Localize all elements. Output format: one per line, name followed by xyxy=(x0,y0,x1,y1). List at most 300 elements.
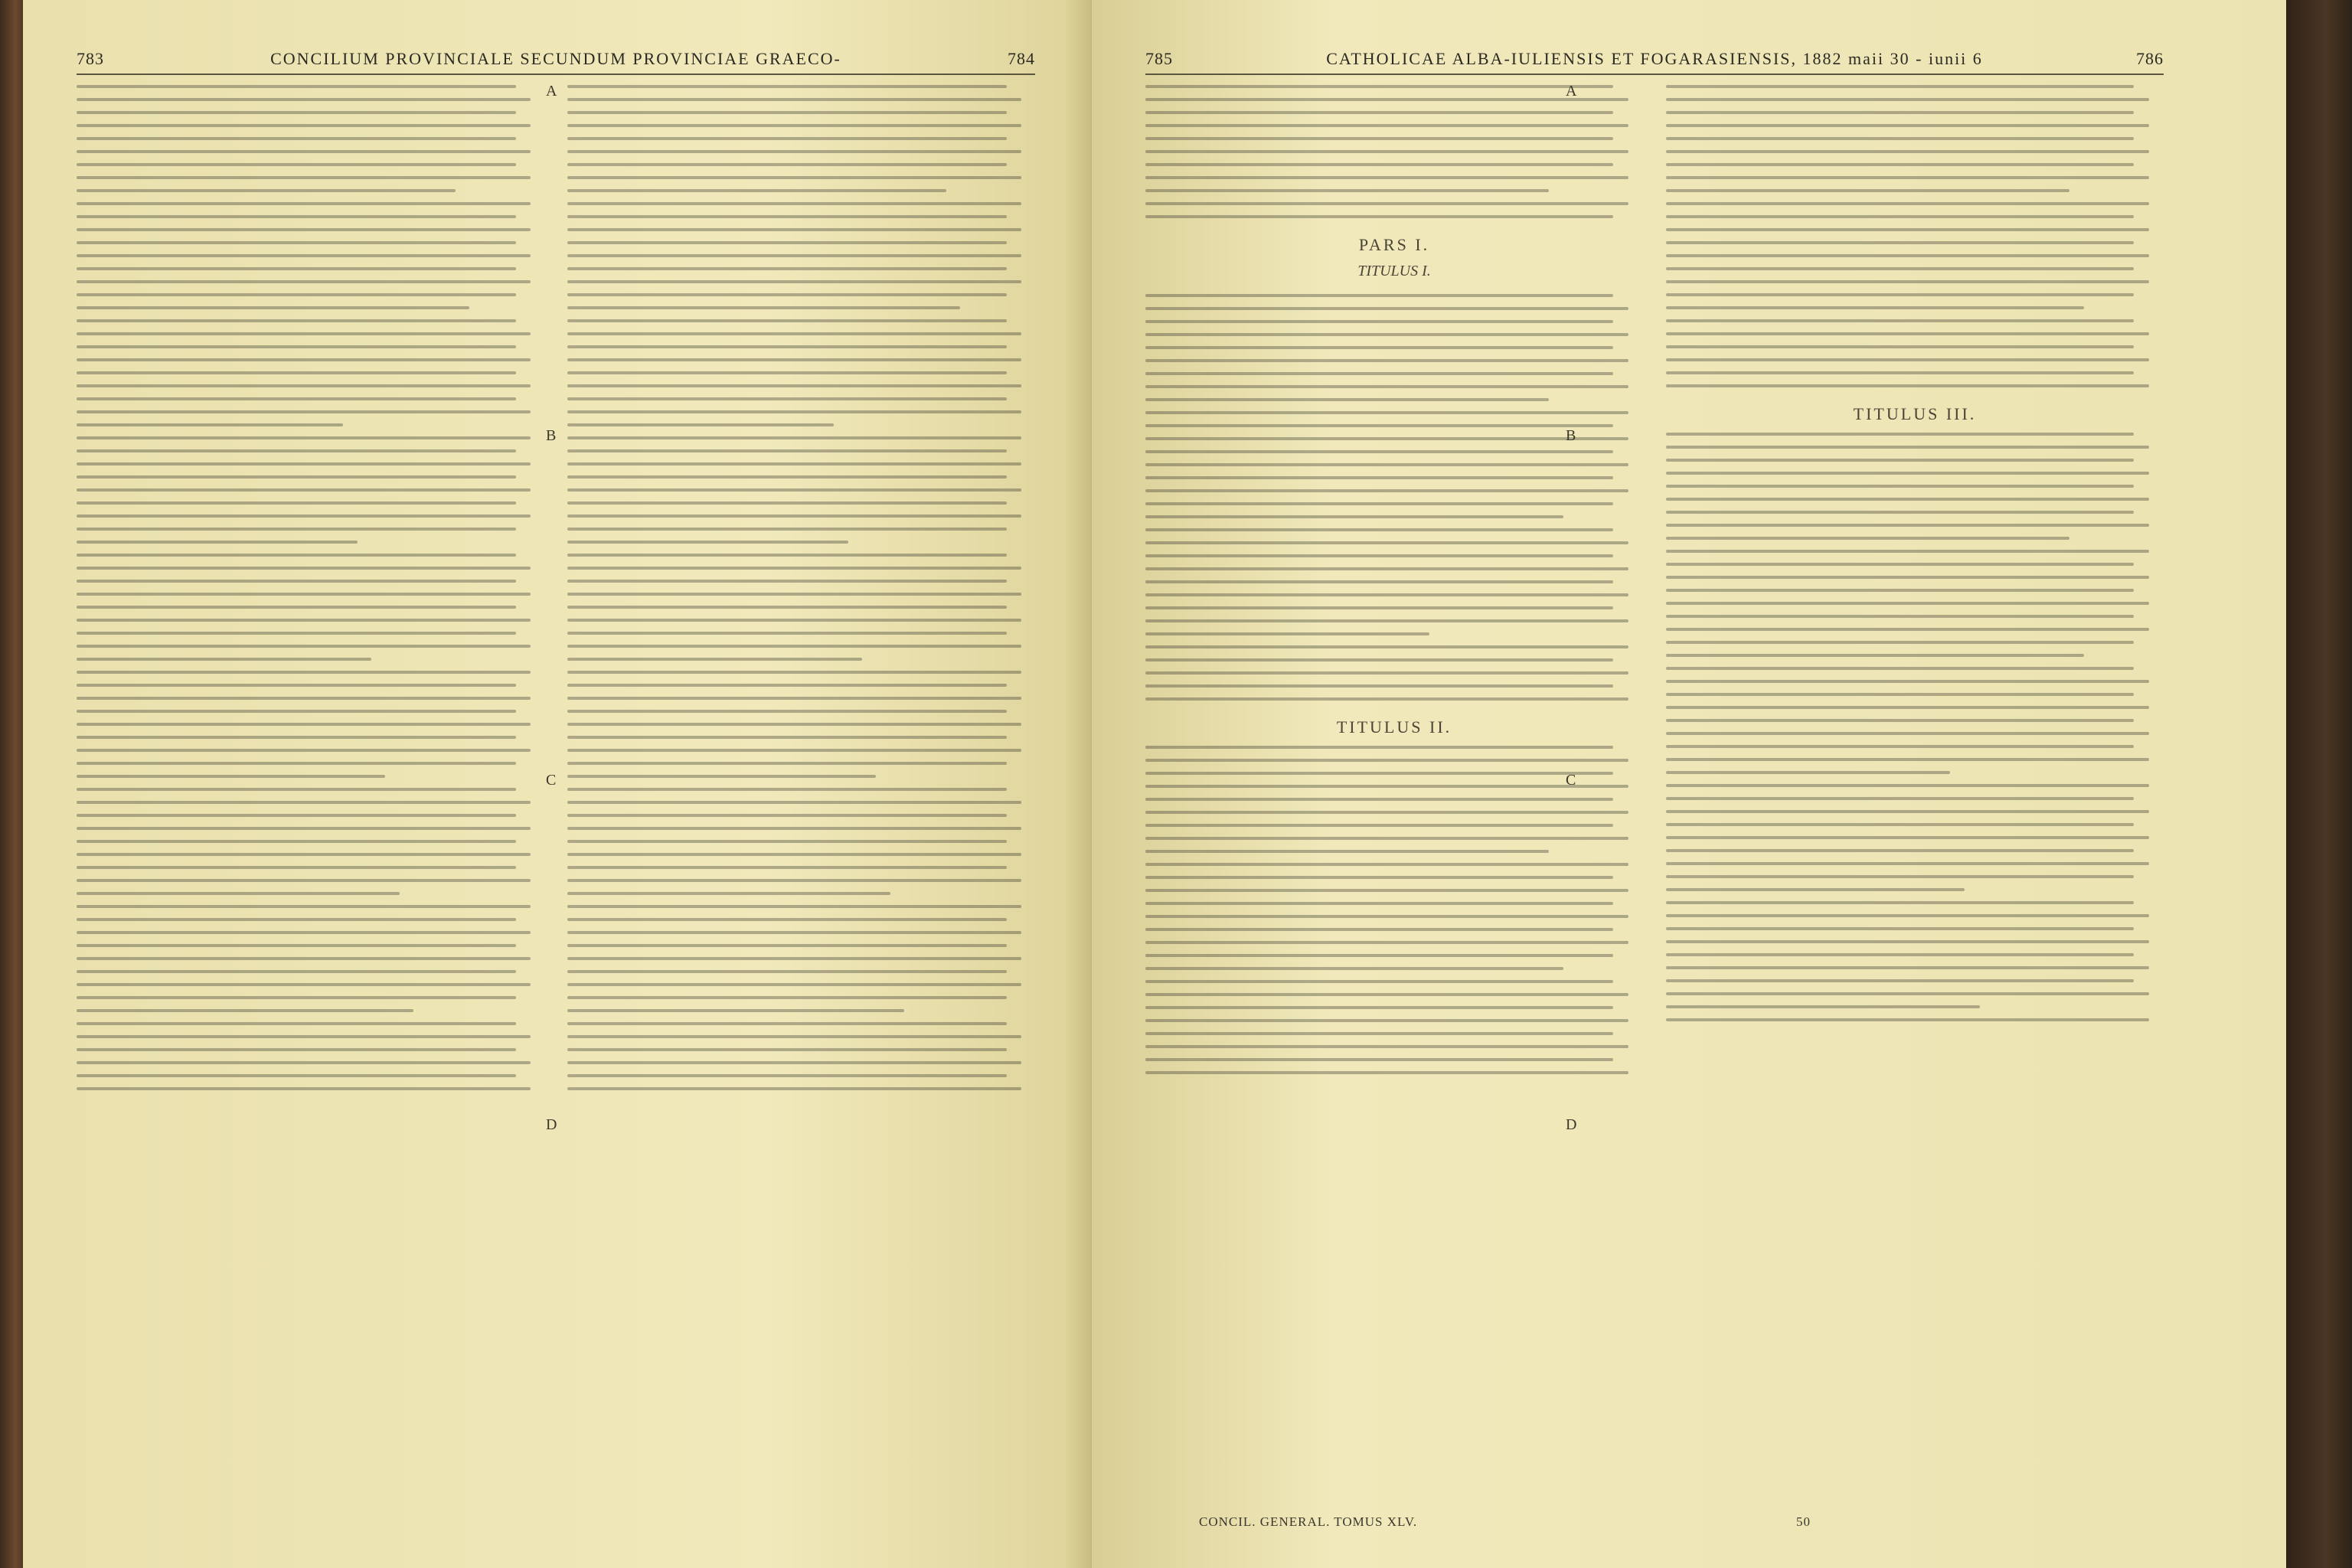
text-line xyxy=(1145,515,1563,518)
text-line xyxy=(567,488,1021,492)
text-line xyxy=(1145,785,1628,788)
text-line xyxy=(77,1035,531,1038)
text-line xyxy=(1145,398,1549,401)
text-line xyxy=(567,514,1021,518)
text-line xyxy=(77,892,400,895)
text-line xyxy=(567,541,848,544)
text-line xyxy=(77,371,516,374)
text-line xyxy=(77,801,531,804)
text-line xyxy=(1145,489,1628,492)
text-line xyxy=(1145,619,1628,622)
text-line xyxy=(1666,862,2149,865)
text-line xyxy=(567,684,1007,687)
text-line xyxy=(77,384,531,387)
right-col2-block-1 xyxy=(1666,85,2164,387)
text-line xyxy=(1666,98,2149,101)
text-line xyxy=(1145,759,1628,762)
text-line xyxy=(77,697,531,700)
text-line xyxy=(1145,320,1613,323)
text-line xyxy=(567,319,1007,322)
text-line xyxy=(1666,901,2134,904)
text-line xyxy=(77,501,516,505)
text-line xyxy=(77,280,531,283)
text-line xyxy=(567,671,1021,674)
text-line xyxy=(77,293,516,296)
text-line xyxy=(567,801,1021,804)
text-line xyxy=(1145,915,1628,918)
text-line xyxy=(77,554,516,557)
text-line xyxy=(1666,745,2134,748)
text-line xyxy=(1666,836,2149,839)
text-line xyxy=(567,215,1007,218)
text-line xyxy=(77,593,531,596)
text-line xyxy=(1666,771,1950,774)
text-line xyxy=(1145,645,1628,648)
text-line xyxy=(77,710,516,713)
text-line xyxy=(77,775,385,778)
text-line xyxy=(1666,576,2149,579)
text-line xyxy=(77,1087,531,1090)
text-line xyxy=(1666,979,2134,982)
text-line xyxy=(1666,280,2149,283)
text-line xyxy=(77,1061,531,1064)
section-pars-i-subtitle: TITULUS I. xyxy=(1357,263,1431,279)
text-line xyxy=(567,280,1021,283)
text-line xyxy=(1666,706,2149,709)
right-col1-block-2 xyxy=(1145,294,1643,701)
text-line xyxy=(1666,472,2149,475)
text-line xyxy=(1145,863,1628,866)
text-line xyxy=(1666,306,2084,309)
text-line xyxy=(77,150,531,153)
text-line xyxy=(1145,1071,1628,1074)
text-line xyxy=(567,189,946,192)
text-line xyxy=(77,645,531,648)
text-line xyxy=(1145,593,1628,596)
text-line xyxy=(567,814,1007,817)
text-line xyxy=(1666,563,2134,566)
text-line xyxy=(1145,798,1613,801)
left-marker-b: B xyxy=(546,427,557,444)
text-line xyxy=(1666,293,2134,296)
text-line xyxy=(567,788,1007,791)
text-line xyxy=(1145,941,1628,944)
text-line xyxy=(1145,697,1628,701)
text-line xyxy=(1666,953,2134,956)
text-line xyxy=(567,436,1021,439)
text-line xyxy=(567,98,1021,101)
text-line xyxy=(1666,784,2149,787)
text-line xyxy=(1145,876,1613,879)
text-line xyxy=(1666,524,2149,527)
text-line xyxy=(1666,433,2134,436)
text-line xyxy=(1145,889,1628,892)
text-line xyxy=(1145,85,1613,88)
text-line xyxy=(567,1048,1007,1051)
text-line xyxy=(1666,654,2084,657)
text-line xyxy=(1666,241,2134,244)
text-line xyxy=(1145,967,1563,970)
right-footer-sheet-number: 50 xyxy=(1796,1514,1811,1529)
text-line xyxy=(567,762,1007,765)
text-line xyxy=(77,814,516,817)
text-line xyxy=(1145,541,1628,544)
text-line xyxy=(77,358,531,361)
text-line xyxy=(77,449,516,452)
left-column-2 xyxy=(567,77,1035,1499)
text-line xyxy=(77,215,516,218)
text-line xyxy=(1145,502,1613,505)
text-line xyxy=(1145,980,1613,983)
text-line xyxy=(567,345,1007,348)
text-line xyxy=(77,1074,516,1077)
text-line xyxy=(567,710,1007,713)
text-line xyxy=(567,1061,1021,1064)
text-line xyxy=(1666,537,2069,540)
text-line xyxy=(1145,294,1613,297)
text-line xyxy=(567,228,1021,231)
text-line xyxy=(1145,111,1613,114)
text-line xyxy=(567,1022,1007,1025)
text-line xyxy=(1666,446,2149,449)
text-line xyxy=(77,671,531,674)
text-line xyxy=(1145,424,1613,427)
text-line xyxy=(567,384,1021,387)
text-line xyxy=(1145,411,1628,414)
text-line xyxy=(1666,667,2134,670)
text-line xyxy=(567,462,1021,466)
right-page xyxy=(1092,0,2286,1568)
text-line xyxy=(77,410,531,413)
text-line xyxy=(1145,98,1628,101)
text-line xyxy=(77,488,531,492)
text-line xyxy=(77,957,531,960)
left-running-title: CONCILIUM PROVINCIALE SECUNDUM PROVINCIAE GRAECO- xyxy=(270,49,841,68)
text-line xyxy=(1145,215,1613,218)
text-line xyxy=(1145,150,1628,153)
text-line xyxy=(1145,450,1613,453)
right-col1-block-3 xyxy=(1145,746,1643,1074)
text-line xyxy=(1666,875,2134,878)
text-line xyxy=(1145,1032,1613,1035)
right-running-head xyxy=(1145,31,2164,75)
text-line xyxy=(567,124,1021,127)
text-line xyxy=(1145,1045,1628,1048)
text-line xyxy=(567,658,862,661)
text-line xyxy=(1145,124,1628,127)
text-line xyxy=(1145,850,1549,853)
text-line xyxy=(567,567,1021,570)
text-line xyxy=(1666,849,2134,852)
text-line xyxy=(1145,632,1429,635)
text-line xyxy=(77,827,531,830)
text-line xyxy=(1666,498,2149,501)
right-col1-block-1 xyxy=(1145,85,1643,218)
text-line xyxy=(567,1087,1021,1090)
text-line xyxy=(1666,254,2149,257)
text-line xyxy=(77,98,531,101)
text-line xyxy=(77,306,469,309)
text-line xyxy=(1666,602,2149,605)
text-line xyxy=(567,241,1007,244)
text-line xyxy=(567,970,1007,973)
text-line xyxy=(77,541,358,544)
text-line xyxy=(77,996,516,999)
text-line xyxy=(1145,359,1628,362)
text-line xyxy=(77,1009,413,1012)
text-line xyxy=(1666,215,2134,218)
text-line xyxy=(567,892,890,895)
right-page-number-right: 786 xyxy=(2136,49,2164,68)
text-line xyxy=(1666,992,2149,995)
text-line xyxy=(1666,758,2149,761)
text-line xyxy=(1145,1019,1628,1022)
text-line xyxy=(1145,837,1628,840)
text-line xyxy=(77,866,516,869)
right-marker-a: A xyxy=(1566,83,1577,100)
text-line xyxy=(567,475,1007,479)
text-line xyxy=(567,85,1007,88)
text-line xyxy=(1145,993,1628,996)
text-line xyxy=(567,306,960,309)
text-line xyxy=(1666,176,2149,179)
text-line xyxy=(77,319,516,322)
text-line xyxy=(1666,719,2134,722)
text-line xyxy=(567,423,834,426)
text-line xyxy=(77,254,531,257)
text-line xyxy=(77,1048,516,1051)
text-line xyxy=(77,788,516,791)
text-line xyxy=(1666,267,2134,270)
text-line xyxy=(1666,85,2134,88)
text-line xyxy=(77,983,531,986)
text-line xyxy=(567,723,1021,726)
section-titulus-iii-title: TITULUS III. xyxy=(1853,404,1977,423)
text-line xyxy=(1666,319,2134,322)
text-line xyxy=(1145,811,1628,814)
text-line xyxy=(567,528,1007,531)
left-page-number-right: 784 xyxy=(1007,49,1035,68)
text-line xyxy=(567,606,1007,609)
text-line xyxy=(77,684,516,687)
text-line xyxy=(77,423,343,426)
text-line xyxy=(1145,580,1613,583)
text-line xyxy=(77,749,531,752)
text-line xyxy=(1666,927,2134,930)
text-line xyxy=(1145,1006,1613,1009)
text-line xyxy=(567,1035,1021,1038)
text-line xyxy=(567,931,1021,934)
text-line xyxy=(77,124,531,127)
text-line xyxy=(1145,346,1613,349)
text-line xyxy=(1145,463,1628,466)
right-column-2 xyxy=(1666,77,2164,1499)
text-line xyxy=(77,462,531,466)
text-line xyxy=(1666,189,2069,192)
left-page xyxy=(23,0,1089,1568)
text-line xyxy=(567,944,1007,947)
text-line xyxy=(1145,189,1549,192)
text-line xyxy=(1145,658,1613,662)
text-line xyxy=(77,723,531,726)
text-line xyxy=(567,554,1007,557)
text-line xyxy=(1145,307,1628,310)
text-line xyxy=(567,397,1007,400)
text-line xyxy=(1666,459,2134,462)
right-footer-signature: CONCIL. GENERAL. TOMUS XLV. xyxy=(1199,1514,1418,1529)
text-line xyxy=(1145,163,1613,166)
text-line xyxy=(1666,137,2134,140)
text-line xyxy=(77,944,516,947)
text-line xyxy=(77,658,371,661)
right-marker-b: B xyxy=(1566,427,1576,444)
text-line xyxy=(567,840,1007,843)
text-line xyxy=(567,957,1021,960)
text-line xyxy=(567,111,1007,114)
text-line xyxy=(567,1009,904,1012)
text-line xyxy=(1666,358,2149,361)
text-line xyxy=(77,840,516,843)
text-line xyxy=(1666,150,2149,153)
text-line xyxy=(567,293,1007,296)
section-titulus-ii-title: TITULUS II. xyxy=(1336,717,1452,737)
text-line xyxy=(567,501,1007,505)
text-line xyxy=(77,332,531,335)
text-line xyxy=(1145,1058,1613,1061)
text-line xyxy=(1145,928,1613,931)
right-marker-d: D xyxy=(1566,1116,1577,1133)
text-line xyxy=(567,593,1021,596)
text-line xyxy=(77,580,516,583)
text-line xyxy=(1666,966,2149,969)
text-line xyxy=(567,150,1021,153)
text-line xyxy=(567,163,1007,166)
text-line xyxy=(1145,202,1628,205)
text-line xyxy=(1666,810,2149,813)
text-line xyxy=(1145,333,1628,336)
text-line xyxy=(77,397,516,400)
text-line xyxy=(567,632,1007,635)
left-page-number-left: 783 xyxy=(77,49,104,68)
text-line xyxy=(567,996,1007,999)
text-line xyxy=(77,736,516,739)
text-line xyxy=(567,371,1007,374)
text-line xyxy=(77,228,531,231)
text-line xyxy=(1145,176,1628,179)
text-line xyxy=(1145,671,1628,675)
text-line xyxy=(1145,372,1613,375)
left-column-1 xyxy=(77,77,544,1499)
text-line xyxy=(77,1022,516,1025)
text-line xyxy=(77,241,516,244)
text-line xyxy=(1145,385,1628,388)
text-line xyxy=(77,905,531,908)
right-page-number-left: 785 xyxy=(1145,49,1173,68)
text-line xyxy=(567,736,1007,739)
text-line xyxy=(1666,823,2134,826)
text-line xyxy=(1145,746,1613,749)
text-line xyxy=(77,879,531,882)
text-line xyxy=(1666,511,2134,514)
text-line xyxy=(1145,772,1613,775)
left-marker-c: C xyxy=(546,772,557,789)
text-line xyxy=(1666,797,2134,800)
text-line xyxy=(77,345,516,348)
text-line xyxy=(1666,641,2134,644)
text-line xyxy=(77,85,516,88)
text-line xyxy=(77,619,531,622)
text-line xyxy=(1666,332,2149,335)
text-line xyxy=(77,189,456,192)
text-line xyxy=(567,254,1021,257)
text-line xyxy=(1145,902,1613,905)
text-line xyxy=(1666,628,2149,631)
text-line xyxy=(1666,940,2149,943)
text-line xyxy=(567,332,1021,335)
text-line xyxy=(1666,384,2149,387)
text-line xyxy=(1666,888,1965,891)
text-line xyxy=(567,202,1021,205)
text-line xyxy=(77,514,531,518)
text-line xyxy=(77,632,516,635)
text-line xyxy=(567,827,1021,830)
section-pars-i-title: PARS I. xyxy=(1358,235,1430,254)
text-line xyxy=(1666,163,2134,166)
text-line xyxy=(1666,1005,1980,1008)
text-line xyxy=(1145,824,1613,827)
text-line xyxy=(567,905,1021,908)
text-line xyxy=(567,267,1007,270)
text-line xyxy=(1666,345,2134,348)
text-line xyxy=(567,983,1021,986)
text-line xyxy=(77,111,516,114)
text-line xyxy=(1666,124,2149,127)
text-line xyxy=(1666,732,2149,735)
left-marker-d: D xyxy=(546,1116,557,1133)
book-binding-edge xyxy=(2286,0,2352,1568)
text-line xyxy=(1666,1018,2149,1021)
text-line xyxy=(1666,111,2134,114)
text-line xyxy=(1666,589,2134,592)
text-line xyxy=(567,449,1007,452)
text-line xyxy=(1145,684,1613,688)
text-line xyxy=(1145,437,1628,440)
text-line xyxy=(567,775,876,778)
text-line xyxy=(567,410,1021,413)
text-line xyxy=(77,931,531,934)
text-line xyxy=(567,137,1007,140)
text-line xyxy=(77,267,516,270)
text-line xyxy=(1145,554,1613,557)
text-line xyxy=(77,970,516,973)
text-line xyxy=(1145,567,1628,570)
text-line xyxy=(1666,228,2149,231)
text-line xyxy=(1666,914,2149,917)
text-line xyxy=(1145,528,1613,531)
left-marker-a: A xyxy=(546,83,557,100)
text-line xyxy=(1666,371,2134,374)
text-line xyxy=(77,176,531,179)
text-line xyxy=(77,567,531,570)
right-running-title: CATHOLICAE ALBA-IULIENSIS ET FOGARASIENSIS, 1882 maii 30 - iunii 6 xyxy=(1326,49,1983,68)
right-marker-c: C xyxy=(1566,772,1576,789)
text-line xyxy=(1666,550,2149,553)
text-line xyxy=(1666,202,2149,205)
text-line xyxy=(77,762,516,765)
text-line xyxy=(1145,954,1613,957)
text-line xyxy=(567,619,1021,622)
text-line xyxy=(77,528,516,531)
